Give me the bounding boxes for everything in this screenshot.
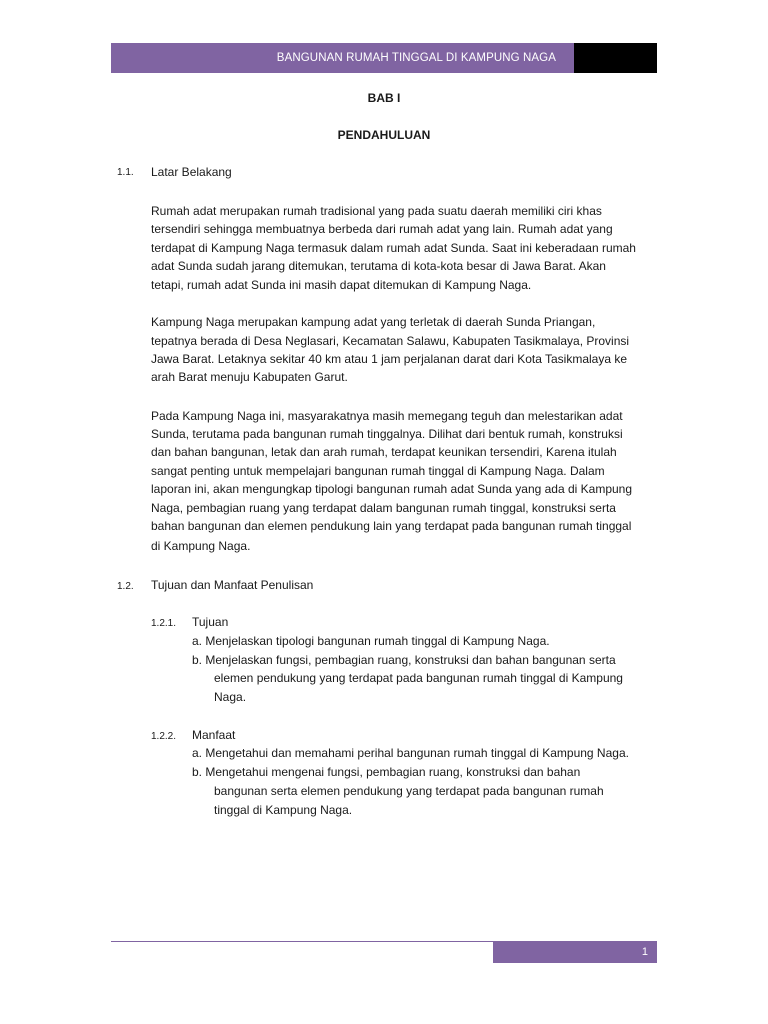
chapter-title: PENDAHULUAN [337,128,431,142]
section-number: 1.2. [117,581,134,592]
paragraph-line: sangat penting untuk mempelajari bangunan rumah tinggal di Kampung Naga. Dalam [151,464,605,478]
paragraph-line: terdapat di Kampung Naga termasuk dalam rumah adat Sunda. Saat ini keberadaan rumah [151,241,636,255]
subsection-heading: Manfaat [192,728,236,742]
paragraph-line: arah Barat menuju Kabupaten Garut. [151,370,348,384]
header-dark-band [574,43,657,73]
list-item-continuation: Naga. [214,690,247,704]
list-item: a. Menjelaskan tipologi bangunan rumah tinggal di Kampung Naga. [192,634,550,648]
paragraph-line: Naga, pembagian ruang yang terdapat dalam bangunan rumah tinggal, konstruksi serta [151,501,616,515]
section-heading: Latar Belakang [151,165,232,179]
page-number: 1 [641,946,648,958]
paragraph-line: laporan ini, akan mengungkap tipologi bangunan rumah adat Sunda yang ada di Kampung [151,482,633,496]
page-number-box [493,941,657,963]
chapter-label: BAB I [367,91,401,105]
list-item-continuation: elemen pendukung yang terdapat pada bangunan rumah tinggal di Kampung [214,671,623,685]
footer-rule [111,941,493,942]
paragraph-line: Sunda, terutama pada bangunan rumah tinggalnya. Dilihat dari bentuk rumah, konstruksi [151,427,623,441]
paragraph-line: Rumah adat merupakan rumah tradisional yang pada suatu daerah memiliki ciri khas [151,204,602,218]
paragraph-line: dan bahan bangunan, letak dan arah rumah, terdapat keunikan tersendiri, Karena itulah [151,445,617,459]
section-heading: Tujuan dan Manfaat Penulisan [151,578,314,592]
paragraph-line: tetapi, rumah adat Sunda ini masih dapat ditemukan di Kampung Naga. [151,278,532,292]
paragraph-line: Jawa Barat. Letaknya sekitar 40 km atau 1 jam perjalanan darat dari Kota Tasikmalaya ke [151,352,628,366]
paragraph-line: Kampung Naga merupakan kampung adat yang terletak di daerah Sunda Priangan, [151,315,596,329]
header-title-band [111,43,574,73]
paragraph-line: Pada Kampung Naga ini, masyarakatnya masih memegang teguh dan melestarikan adat [151,409,623,423]
list-item-continuation: bangunan serta elemen pendukung yang terdapat pada bangunan rumah [214,784,604,798]
subsection-number: 1.2.1. [151,618,177,629]
list-item-continuation: tinggal di Kampung Naga. [214,803,353,817]
list-item: b. Mengetahui mengenai fungsi, pembagian ruang, konstruksi dan bahan [192,765,581,779]
header-bar [111,43,657,73]
list-item: a. Mengetahui dan memahami perihal bangunan rumah tinggal di Kampung Naga. [192,746,629,760]
paragraph-line: di Kampung Naga. [151,539,251,553]
paragraph-line: tersendiri sehingga membuatnya berbeda dari rumah adat yang lain. Rumah adat yang [151,222,613,236]
subsection-heading: Tujuan [192,615,229,629]
paragraph-line: tepatnya berada di Desa Neglasari, Kecamatan Salawu, Kabupaten Tasikmalaya, Provinsi [151,334,630,348]
paragraph-line: adat Sunda sudah jarang ditemukan, terutama di kota-kota besar di Jawa Barat. Akan [151,259,606,273]
subsection-number: 1.2.2. [151,731,177,742]
paragraph-line: bahan bangunan dan elemen pendukung lain yang terdapat pada bangunan rumah tinggal [151,519,632,533]
list-item: b. Menjelaskan fungsi, pembagian ruang, konstruksi dan bahan bangunan serta [192,653,616,667]
section-number: 1.1. [117,167,134,178]
document-title: BANGUNAN RUMAH TINGGAL DI KAMPUNG NAGA [276,52,556,64]
